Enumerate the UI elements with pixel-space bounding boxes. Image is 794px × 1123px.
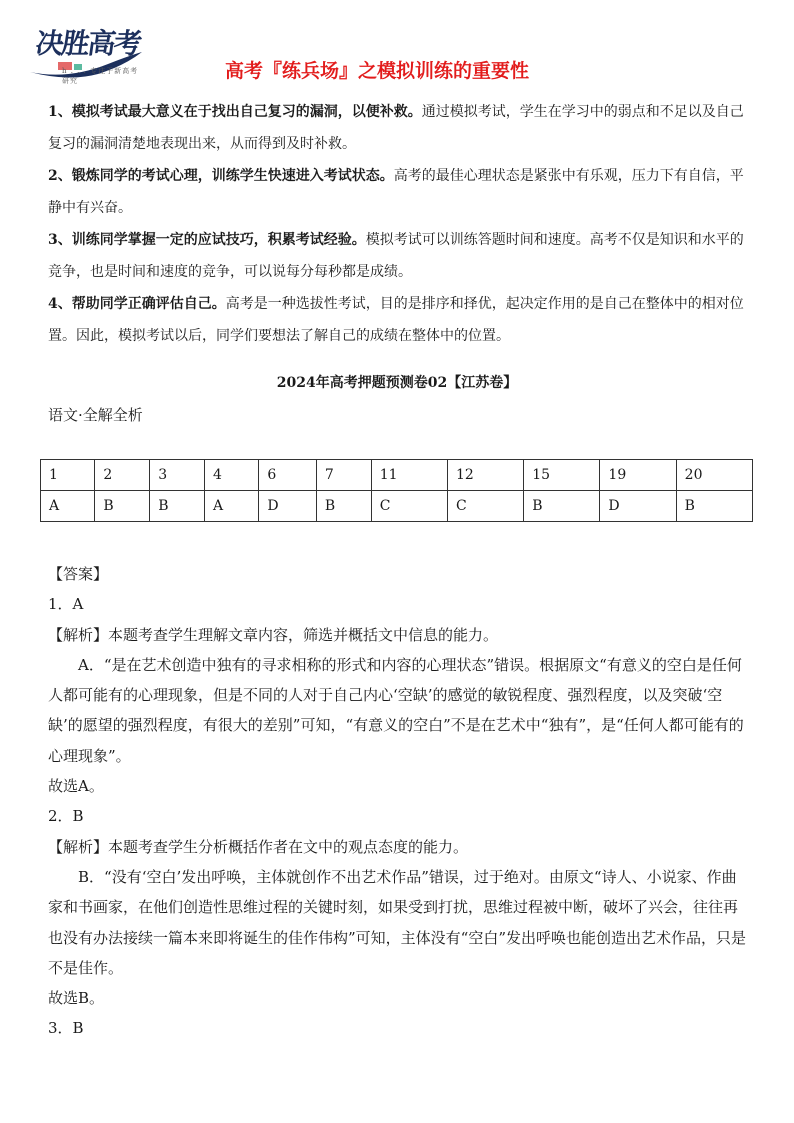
- logo: [28, 22, 144, 84]
- logo-text: 决胜高考: [33, 27, 143, 60]
- table-row-answers: [41, 491, 753, 522]
- answer-cell: D: [259, 491, 317, 522]
- question-cell: 19: [600, 460, 676, 491]
- answer-cell: B: [95, 491, 150, 522]
- intro-points: [48, 96, 748, 352]
- question-cell: 3: [150, 460, 205, 491]
- question-number: 2．B: [48, 807, 84, 826]
- point-heading: 1、模拟考试最大意义在于找出自己复习的漏洞，以便补救。: [48, 104, 422, 120]
- answer-heading: 【答案】: [48, 565, 109, 583]
- point-text: 高考的最佳心理状态是紧张中有乐观，压力下有自信，平静中有兴奋。: [48, 168, 744, 216]
- question-cell: 4: [205, 460, 259, 491]
- analysis-line: 【解析】本题考查学生分析概括作者在文中的观点态度的能力。: [48, 837, 469, 856]
- answer-table: [40, 459, 753, 522]
- answer-cell: B: [676, 491, 752, 522]
- choice-line: 故选B。: [48, 989, 105, 1008]
- intro-point: [48, 160, 748, 224]
- answer-body: [48, 559, 748, 1044]
- answer-cell: D: [600, 491, 676, 522]
- point-text: 模拟考试可以训练答题时间和速度。高考不仅是知识和水平的竞争，也是时间和速度的竞争，可以说每分每秒都是成绩。: [48, 232, 744, 280]
- choice-line: 故选A。: [48, 777, 104, 796]
- point-heading: 3、训练同学掌握一定的应试技巧，积累考试经验。: [48, 232, 366, 248]
- intro-point: [48, 288, 748, 352]
- question-cell: 11: [371, 460, 447, 491]
- question-cell: 1: [41, 460, 95, 491]
- answer-cell: A: [205, 491, 259, 522]
- answer-cell: B: [524, 491, 600, 522]
- answer-cell: C: [371, 491, 447, 522]
- logo-subtitle: h . . . 专注于新高考研究: [62, 67, 139, 85]
- question-cell: 20: [676, 460, 752, 491]
- question-number: 3．B: [48, 1019, 84, 1038]
- analysis-detail: A．“是在艺术创造中独有的寻求相称的形式和内容的心理状态”错误。根据原文“有意义的空白是任何人都可能有的心理现象，但是不同的人对于自己内心‘空缺’的感觉的敏锐程度、强烈程度，以及突破‘空缺’的愿望的强烈程度，有很大的差别”可知，“有意义的空白”不是在艺术中“独有”，是“任何人都可能有的心理现象”。: [48, 655, 744, 765]
- answer-cell: B: [150, 491, 205, 522]
- intro-point: [48, 224, 748, 288]
- analysis-line: 【解析】本题考查学生理解文章内容，筛选并概括文中信息的能力。: [48, 625, 499, 644]
- point-heading: 2、锻炼同学的考试心理，训练学生快速进入考试状态。: [48, 168, 394, 184]
- point-text: 通过模拟考试，学生在学习中的弱点和不足以及自己复习的漏洞清楚地表现出来，从而得到及时补救。: [48, 104, 744, 152]
- question-cell: 7: [316, 460, 371, 491]
- analysis-detail: B．“没有‘空白’发出呼唤，主体就创作不出艺术作品”错误，过于绝对。由原文“诗人、小说家、作曲家和书画家，在他们创造性思维过程的关键时刻，如果受到打扰，思维过程被中断，破坏了兴会，往往再也没有办法接续一篇本来即将诞生的佳作伟构”可知，主体没有“空白”发出呼唤也能创造出艺术作品，只是不是佳作。: [48, 867, 747, 977]
- question-cell: 6: [259, 460, 317, 491]
- question-cell: 15: [524, 460, 600, 491]
- question-cell: 12: [447, 460, 523, 491]
- question-number: 1．A: [48, 595, 84, 614]
- question-cell: 2: [95, 460, 150, 491]
- answer-cell: C: [447, 491, 523, 522]
- point-heading: 4、帮助同学正确评估自己。: [48, 296, 226, 312]
- table-row-questions: [41, 460, 753, 491]
- page-title: 高考『练兵场』之模拟训练的重要性: [225, 60, 530, 82]
- point-text: 高考是一种选拔性考试，目的是排序和择优，起决定作用的是自己在整体中的相对位置。因此，模拟考试以后，同学们要想法了解自己的成绩在整体中的位置。: [48, 296, 744, 344]
- intro-point: [48, 96, 748, 160]
- answer-cell: B: [316, 491, 371, 522]
- subject-label: 语文·全解全析: [48, 406, 143, 424]
- answer-cell: A: [41, 491, 95, 522]
- exam-title: 2024年高考押题预测卷02【江苏卷】: [276, 375, 518, 391]
